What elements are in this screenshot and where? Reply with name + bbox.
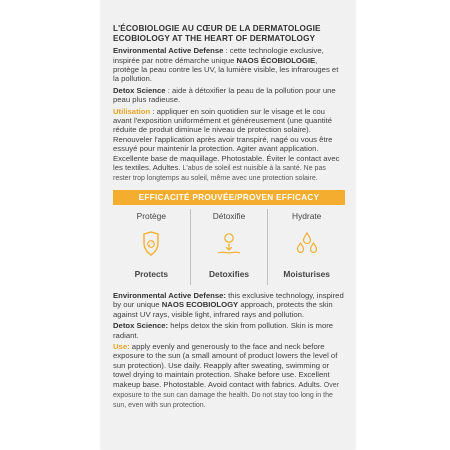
en-use-title: Use: xyxy=(113,341,130,351)
benefit-protect-en: Protects xyxy=(134,268,169,279)
fr-ead-title: Environmental Active Defense xyxy=(113,46,224,56)
benefits-grid xyxy=(113,209,345,285)
en-use-warning: Over exposure to the sun can damage the health. Do not stay too long in the sun, even with sun protection. xyxy=(113,381,339,410)
detox-icon xyxy=(214,229,244,259)
en-detox-title: Detox Science: xyxy=(113,321,169,331)
page-title xyxy=(113,24,345,43)
en-ead-body-1: this exclusive technology, inspired by our unique xyxy=(113,290,344,310)
droplets-icon xyxy=(292,229,322,259)
benefit-hydrate xyxy=(267,209,345,285)
shield-icon xyxy=(136,229,166,259)
fr-use-title: Utilisation xyxy=(113,106,151,116)
fr-ead-paragraph xyxy=(113,46,345,84)
en-detox-paragraph xyxy=(113,321,345,340)
fr-ead-body-2: , protège la peau contre les UV, la lumière visible, les infrarouges et la pollution. xyxy=(113,55,339,84)
fr-use-warning: L'abus de soleil est nuisible à la santé. Ne pas rester trop longtemps au soleil, même avec une protection solaire. xyxy=(113,165,326,183)
en-ead-body-2: approach, protects the skin against UV rays, visible light, infrared rays and pollution. xyxy=(113,300,333,319)
benefit-hydrate-fr: Hydrate xyxy=(292,210,322,221)
en-use-paragraph xyxy=(113,342,345,411)
en-ead-title: Environmental Active Defense: xyxy=(113,290,226,300)
en-use-body: apply evenly and generously to the face and neck before exposure to the sun (a small amount of product lowers the level of sun protection). Use daily. Reapply after sweating, swimming or towel drying to maintain protection. Shake before use. Excellent makeup base. Photostable. Avoid contact with fabrics. Adults. xyxy=(113,341,338,389)
panel-content xyxy=(113,24,345,411)
en-ead-brand: NAOS ECOBIOLOGY xyxy=(161,300,239,310)
benefit-protect-fr: Protège xyxy=(136,210,166,221)
benefit-detox-en: Detoxifies xyxy=(208,268,250,279)
fr-detox-body: : aide à détoxifier la peau de la pollution pour une peau plus radieuse. xyxy=(113,85,336,105)
fr-use-paragraph xyxy=(113,107,345,184)
benefit-hydrate-en: Moisturises xyxy=(283,268,330,279)
packaging-back-panel xyxy=(101,0,355,450)
benefit-detox xyxy=(190,209,268,285)
efficacy-banner: EFFICACITÉ PROUVÉE/PROVEN EFFICACY xyxy=(113,190,345,205)
benefit-detox-fr: Détoxifie xyxy=(212,210,246,221)
fr-ead-body-1: : cette technologie exclusive, inspirée par notre démarche unique xyxy=(113,46,324,65)
header-english: ECOBIOLOGY AT THE HEART OF DERMATOLOGY xyxy=(113,33,316,43)
fr-use-body: : appliquer en soin quotidien sur le visage et le cou avant l'exposition uniformément et généreusement (une quantité réduite de produit diminue le niveau de protection solaire). Renouveler l'application après avoir transpiré, nagé ou vous être essuyé pour maintenir la protection. Agiter avant application. Excellente base de maquillage. Photostable. Éviter le contact avec les textiles. Adultes. xyxy=(113,106,340,173)
fr-detox-paragraph xyxy=(113,86,345,105)
en-detox-body: helps detox the skin from pollution. Skin is more radiant. xyxy=(113,321,334,340)
benefit-protect xyxy=(113,209,190,285)
en-ead-paragraph xyxy=(113,291,345,319)
fr-ead-brand: NAOS ÉCOBIOLOGIE xyxy=(236,55,316,65)
header-french: L'ÉCOBIOLOGIE AU CŒUR DE LA DERMATOLOGIE xyxy=(113,24,321,33)
fr-detox-title: Detox Science xyxy=(113,85,166,95)
